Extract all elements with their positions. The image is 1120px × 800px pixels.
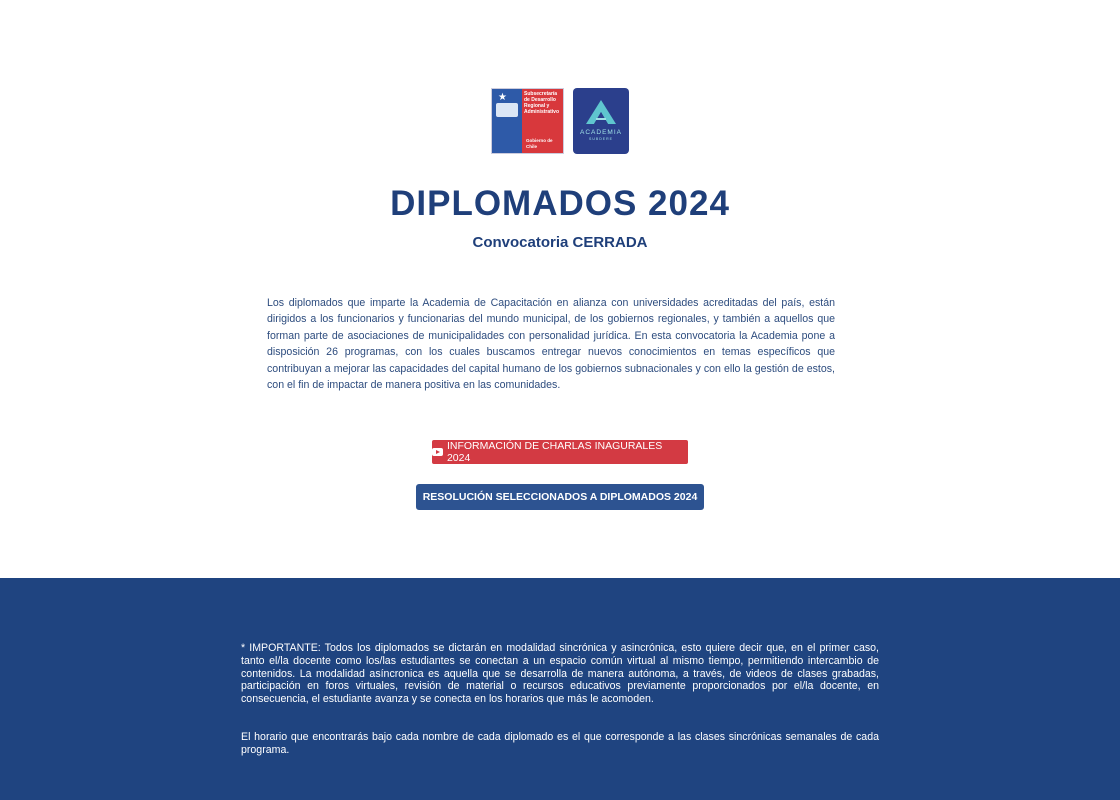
page-subtitle: Convocatoria CERRADA [472,234,648,251]
subdere-logo [491,88,564,154]
important-note: * IMPORTANTE: Todos los diplomados se dictarán en modalidad sincrónica y asincrónica, esto quiere decir que, en el primer caso, tanto el/la docente como los/las estudiantes se conectan a un espacio común virtual al mismo tiempo, permitiendo intercambio de contenidos. La modalidad asíncronica es aquella que se desarrolla de manera autónoma, a través, de videos de clases grabadas, participación en foros virtuales, revisión de material o recursos educativos previamente proporcionados por el/la docente, en consecuencia, el estudiante avanza y se conecta en los horarios que más le acomoden. [241,642,879,706]
subdere-logo-blue-band [492,89,522,153]
crest-icon [496,103,518,117]
academia-logo-text: ACADEMIA [580,129,622,136]
academia-mark-icon [584,98,618,126]
schedule-note: El horario que encontrarás bajo cada nombre de cada diplomado es el que corresponde a las clases sincrónicas semanales de cada programa. [241,731,879,756]
resolucion-button-label: RESOLUCIÓN SELECCIONADOS A DIPLOMADOS 2024 [422,491,698,503]
charlas-button[interactable] [432,440,688,464]
page-title: DIPLOMADOS 2024 [390,184,730,223]
logos-row [491,88,629,154]
star-icon: ★ [498,92,507,103]
charlas-button-label: INFORMACIÓN DE CHARLAS INAGURALES 2024 [446,440,663,464]
academia-logo-subtext: SUBDERE [589,137,613,141]
subdere-logo-footer: Gobierno de Chile [526,138,553,149]
academia-logo [573,88,629,154]
subdere-logo-text: Subsecretaría de Desarrollo Regional y Administrativo [524,91,560,115]
resolucion-button[interactable] [416,484,704,510]
intro-paragraph: Los diplomados que imparte la Academia de Capacitación en alianza con universidades acreditadas del país, están dirigidos a los funcionarios y funcionarias del mundo municipal, de los gobiernos regionales, y también a aquellos que forman parte de asociaciones de municipalidades con personalidad jurídica. En esta convocatoria la Academia pone a disposición 26 programas, con los cuales buscamos entregar nuevos conocimientos en temas específicos que contribuyan a mejorar las capacidades del capital humano de los gobiernos subnacionales y con ello la gestión de estos, con el fin de impactar de manera positiva en las comunidades. [267,297,835,392]
subdere-logo-red-band [522,89,563,153]
youtube-icon [432,448,443,456]
info-footer [0,578,1120,800]
